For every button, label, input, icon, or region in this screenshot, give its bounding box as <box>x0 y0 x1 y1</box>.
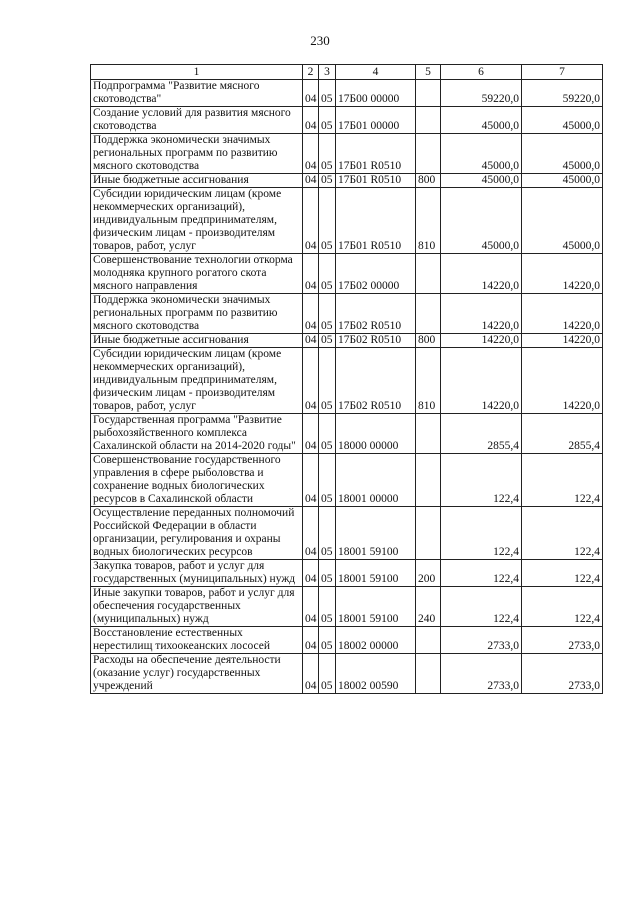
row-csr: 17Б01 R0510 <box>336 134 416 174</box>
row-pr: 05 <box>319 174 336 188</box>
row-csr: 17Б01 00000 <box>336 107 416 134</box>
row-vr <box>416 414 441 454</box>
row-sum-2: 45000,0 <box>522 107 603 134</box>
row-sum-1: 59220,0 <box>441 80 522 107</box>
row-sum-1: 2855,4 <box>441 414 522 454</box>
row-vr: 800 <box>416 334 441 348</box>
row-sum-1: 14220,0 <box>441 348 522 414</box>
header-row <box>91 65 603 80</box>
row-sum-2: 14220,0 <box>522 348 603 414</box>
row-sum-2: 122,4 <box>522 507 603 560</box>
row-name: Поддержка экономически значимых региональных программ по развитию мясного скотоводства <box>91 134 303 174</box>
row-csr: 17Б01 R0510 <box>336 188 416 254</box>
table-row <box>91 254 603 294</box>
row-rz: 04 <box>303 294 319 334</box>
table-row <box>91 188 603 254</box>
row-pr: 05 <box>319 348 336 414</box>
row-sum-2: 45000,0 <box>522 134 603 174</box>
row-pr: 05 <box>319 80 336 107</box>
table-row <box>91 560 603 587</box>
row-vr <box>416 134 441 174</box>
table-row <box>91 654 603 694</box>
row-sum-1: 45000,0 <box>441 134 522 174</box>
row-rz: 04 <box>303 174 319 188</box>
table-row <box>91 107 603 134</box>
table-row <box>91 174 603 188</box>
row-csr: 18002 00590 <box>336 654 416 694</box>
row-pr: 05 <box>319 294 336 334</box>
table-row <box>91 414 603 454</box>
row-sum-2: 2733,0 <box>522 654 603 694</box>
row-name: Подпрограмма "Развитие мясного скотоводства" <box>91 80 303 107</box>
row-rz: 04 <box>303 334 319 348</box>
row-sum-1: 2733,0 <box>441 654 522 694</box>
row-pr: 05 <box>319 654 336 694</box>
row-pr: 05 <box>319 107 336 134</box>
row-sum-2: 122,4 <box>522 454 603 507</box>
header-col-5: 5 <box>416 65 441 80</box>
row-rz: 04 <box>303 107 319 134</box>
row-pr: 05 <box>319 134 336 174</box>
row-csr: 18000 00000 <box>336 414 416 454</box>
table-row <box>91 134 603 174</box>
row-name: Иные бюджетные ассигнования <box>91 174 303 188</box>
header-col-1: 1 <box>91 65 303 80</box>
row-csr: 18001 59100 <box>336 587 416 627</box>
row-rz: 04 <box>303 507 319 560</box>
row-csr: 17Б01 R0510 <box>336 174 416 188</box>
row-pr: 05 <box>319 627 336 654</box>
row-vr: 800 <box>416 174 441 188</box>
row-vr <box>416 627 441 654</box>
row-sum-1: 14220,0 <box>441 334 522 348</box>
row-csr: 17Б02 R0510 <box>336 334 416 348</box>
row-name: Осуществление переданных полномочий Российской Федерации в области организации, регулирования и охраны водных биологических ресурсов <box>91 507 303 560</box>
row-vr <box>416 454 441 507</box>
row-rz: 04 <box>303 627 319 654</box>
row-name: Субсидии юридическим лицам (кроме некоммерческих организаций), индивидуальным предпринимателям, физическим лицам - производителям товаров, работ, услуг <box>91 188 303 254</box>
table-row <box>91 294 603 334</box>
table-row <box>91 454 603 507</box>
table-row <box>91 80 603 107</box>
row-sum-1: 122,4 <box>441 587 522 627</box>
row-rz: 04 <box>303 560 319 587</box>
row-pr: 05 <box>319 587 336 627</box>
row-csr: 18002 00000 <box>336 627 416 654</box>
row-pr: 05 <box>319 507 336 560</box>
row-csr: 18001 00000 <box>336 454 416 507</box>
table-row <box>91 334 603 348</box>
row-rz: 04 <box>303 454 319 507</box>
row-name: Иные закупки товаров, работ и услуг для обеспечения государственных (муниципальных) нужд <box>91 587 303 627</box>
row-sum-2: 14220,0 <box>522 334 603 348</box>
row-sum-2: 122,4 <box>522 560 603 587</box>
row-name: Иные бюджетные ассигнования <box>91 334 303 348</box>
row-rz: 04 <box>303 414 319 454</box>
row-sum-1: 2733,0 <box>441 627 522 654</box>
row-rz: 04 <box>303 587 319 627</box>
row-csr: 17Б02 R0510 <box>336 348 416 414</box>
budget-table <box>90 64 603 694</box>
row-vr: 200 <box>416 560 441 587</box>
row-name: Государственная программа "Развитие рыбохозяйственного комплекса Сахалинской области на 2014-2020 годы" <box>91 414 303 454</box>
row-name: Расходы на обеспечение деятельности (оказание услуг) государственных учреждений <box>91 654 303 694</box>
row-csr: 17Б02 00000 <box>336 254 416 294</box>
row-vr <box>416 107 441 134</box>
row-vr: 810 <box>416 188 441 254</box>
row-rz: 04 <box>303 654 319 694</box>
row-sum-1: 45000,0 <box>441 174 522 188</box>
row-name: Субсидии юридическим лицам (кроме некоммерческих организаций), индивидуальным предпринимателям, физическим лицам - производителям товаров, работ, услуг <box>91 348 303 414</box>
row-sum-2: 45000,0 <box>522 174 603 188</box>
row-sum-1: 14220,0 <box>441 254 522 294</box>
row-sum-2: 14220,0 <box>522 254 603 294</box>
row-vr <box>416 254 441 294</box>
row-pr: 05 <box>319 454 336 507</box>
row-sum-1: 122,4 <box>441 454 522 507</box>
header-col-2: 2 <box>303 65 319 80</box>
row-sum-1: 14220,0 <box>441 294 522 334</box>
row-sum-2: 59220,0 <box>522 80 603 107</box>
header-col-7: 7 <box>522 65 603 80</box>
row-sum-1: 122,4 <box>441 507 522 560</box>
table-row <box>91 627 603 654</box>
row-vr <box>416 654 441 694</box>
row-sum-1: 45000,0 <box>441 107 522 134</box>
row-sum-1: 122,4 <box>441 560 522 587</box>
row-pr: 05 <box>319 254 336 294</box>
header-col-4: 4 <box>336 65 416 80</box>
header-col-6: 6 <box>441 65 522 80</box>
row-csr: 18001 59100 <box>336 560 416 587</box>
row-name: Восстановление естественных нерестилищ тихоокеанских лососей <box>91 627 303 654</box>
row-name: Поддержка экономически значимых региональных программ по развитию мясного скотоводства <box>91 294 303 334</box>
row-csr: 17Б00 00000 <box>336 80 416 107</box>
row-sum-2: 122,4 <box>522 587 603 627</box>
row-pr: 05 <box>319 414 336 454</box>
table-row <box>91 507 603 560</box>
table-row <box>91 587 603 627</box>
header-col-3: 3 <box>319 65 336 80</box>
row-sum-2: 45000,0 <box>522 188 603 254</box>
table-row <box>91 348 603 414</box>
row-rz: 04 <box>303 348 319 414</box>
page-number: 230 <box>310 33 330 48</box>
row-name: Создание условий для развития мясного скотоводства <box>91 107 303 134</box>
row-csr: 17Б02 R0510 <box>336 294 416 334</box>
row-pr: 05 <box>319 334 336 348</box>
row-name: Совершенствование государственного управления в сфере рыболовства и сохранение водных биологических ресурсов в Сахалинской области <box>91 454 303 507</box>
row-rz: 04 <box>303 254 319 294</box>
row-csr: 18001 59100 <box>336 507 416 560</box>
row-sum-1: 45000,0 <box>441 188 522 254</box>
row-name: Совершенствование технологии откорма молодняка крупного рогатого скота мясного направления <box>91 254 303 294</box>
row-rz: 04 <box>303 188 319 254</box>
row-vr: 240 <box>416 587 441 627</box>
row-name: Закупка товаров, работ и услуг для государственных (муниципальных) нужд <box>91 560 303 587</box>
row-pr: 05 <box>319 188 336 254</box>
row-pr: 05 <box>319 560 336 587</box>
row-rz: 04 <box>303 134 319 174</box>
row-vr <box>416 294 441 334</box>
row-vr: 810 <box>416 348 441 414</box>
row-vr <box>416 80 441 107</box>
row-sum-2: 2855,4 <box>522 414 603 454</box>
row-sum-2: 2733,0 <box>522 627 603 654</box>
row-sum-2: 14220,0 <box>522 294 603 334</box>
row-vr <box>416 507 441 560</box>
row-rz: 04 <box>303 80 319 107</box>
